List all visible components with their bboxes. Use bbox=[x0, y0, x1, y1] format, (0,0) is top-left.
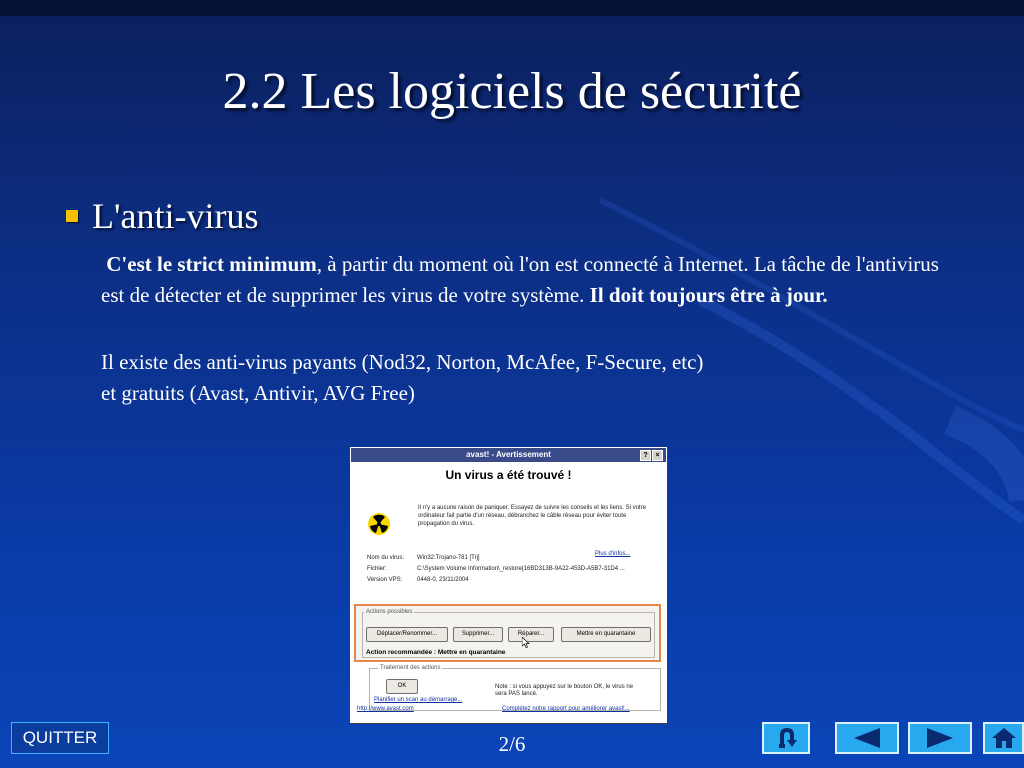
help-button[interactable]: ? bbox=[640, 450, 651, 461]
actions-legend: Actions possibles bbox=[366, 609, 413, 615]
bullet-square-icon bbox=[66, 210, 78, 222]
paragraph-1-bold-start: C'est le strict minimum bbox=[106, 252, 317, 276]
previous-slide-button[interactable] bbox=[835, 722, 899, 754]
virus-name-value: Win32:Trojano-781 [Trj] bbox=[417, 555, 480, 561]
report-link[interactable]: Complétez notre rapport pour améliorer avast!... bbox=[502, 706, 630, 712]
return-icon bbox=[773, 727, 799, 749]
paragraph-2 bbox=[101, 347, 951, 409]
radiation-icon bbox=[368, 513, 390, 535]
mouse-cursor-icon bbox=[522, 637, 530, 648]
treatment-legend: Traitement des actions bbox=[380, 665, 441, 671]
home-icon bbox=[990, 726, 1018, 750]
dialog-heading: Un virus a été trouvé ! bbox=[445, 468, 572, 482]
ok-button[interactable]: OK bbox=[386, 679, 418, 694]
dialog-titlebar bbox=[351, 448, 666, 462]
dialog-window-title: avast! - Avertissement bbox=[466, 450, 551, 459]
file-row bbox=[367, 566, 625, 572]
quit-button[interactable]: QUITTER bbox=[11, 722, 109, 754]
ok-note: Note : si vous appuyez sur le bouton OK, le virus ne sera PAS lancé. bbox=[495, 684, 634, 697]
bullet-label: L'anti-virus bbox=[92, 196, 259, 236]
dialog-body bbox=[351, 462, 666, 722]
file-value: C:\System Volume Information\_restore{16BD313B-9A22-453D-A5B7-31D4 ... bbox=[417, 566, 625, 572]
page-number: 2/6 bbox=[498, 732, 526, 756]
more-info-link[interactable]: Plus d'infos... bbox=[595, 551, 631, 557]
file-label: Fichier: bbox=[367, 566, 387, 572]
recommended-action: Action recommandée : Mettre en quarantaine bbox=[366, 649, 506, 656]
vps-row bbox=[367, 577, 469, 583]
move-rename-button[interactable]: Déplacer/Renommer... bbox=[366, 627, 448, 642]
top-bar bbox=[0, 0, 1024, 16]
paragraph-1-bold-end: Il doit toujours être à jour. bbox=[589, 283, 828, 307]
delete-button[interactable]: Supprimer... bbox=[453, 627, 503, 642]
repair-button[interactable]: Réparer... bbox=[508, 627, 554, 642]
return-button[interactable] bbox=[762, 722, 810, 754]
avast-warning-dialog bbox=[350, 447, 667, 723]
quarantine-button[interactable]: Mettre en quarantaine bbox=[561, 627, 651, 642]
arrow-right-icon bbox=[925, 727, 955, 749]
arrow-left-icon bbox=[852, 727, 882, 749]
next-slide-button[interactable] bbox=[908, 722, 972, 754]
paragraph-2-line-2: et gratuits (Avast, Antivir, AVG Free) bbox=[101, 381, 415, 405]
bullet-heading bbox=[66, 195, 258, 237]
actions-panel bbox=[354, 604, 661, 662]
vps-label: Version VPS: bbox=[367, 577, 403, 583]
paragraph-1-middle: , à partir du moment où l'on est connecté à Internet. La tâche de l'antivirus est de détecter et de supprimer les virus de votre système. bbox=[101, 252, 939, 307]
treatment-group bbox=[369, 665, 661, 711]
vps-value: 0448-0, 23/11/2004 bbox=[417, 577, 469, 583]
avast-website-link[interactable]: http://www.avast.com bbox=[357, 706, 414, 712]
virus-name-label: Nom du virus: bbox=[367, 555, 405, 561]
dialog-intro-text: Il n'y a aucune raison de paniquer. Essayez de suivre les conseils et les liens. Si votre ordinateur fait partie d'un réseau, débranchez le câble réseau pour éviter toute propagation du virus. bbox=[418, 505, 646, 527]
home-button[interactable] bbox=[983, 722, 1024, 754]
virus-name-row bbox=[367, 555, 480, 561]
close-button[interactable]: × bbox=[652, 450, 663, 461]
paragraph-1 bbox=[101, 249, 951, 311]
schedule-scan-link[interactable]: Planifier un scan au démarrage... bbox=[374, 697, 463, 703]
paragraph-2-line-1: Il existe des anti-virus payants (Nod32, Norton, McAfee, F-Secure, etc) bbox=[101, 350, 704, 374]
slide-title: 2.2 Les logiciels de sécurité bbox=[222, 63, 802, 120]
